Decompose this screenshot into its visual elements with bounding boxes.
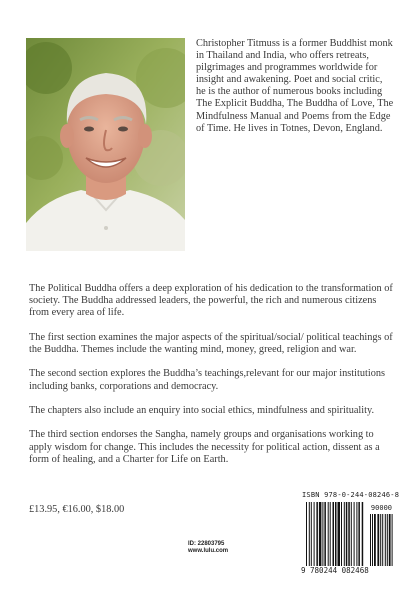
barcode-addon-bar <box>374 514 376 566</box>
barcode-bar <box>316 502 318 566</box>
barcode-bar <box>344 502 345 566</box>
isbn-barcode <box>302 492 398 574</box>
author-photo <box>26 38 185 251</box>
barcode-bar <box>362 502 364 566</box>
isbn-number: ISBN 978-0-244-08246-8 <box>302 491 400 499</box>
barcode-bar <box>335 502 337 566</box>
barcode-bar <box>338 502 341 566</box>
barcode-bar <box>311 502 312 566</box>
publisher-url: www.lulu.com <box>188 548 229 554</box>
description-paragraph: The first section examines the major aspects of the spiritual/social/ political teachings of the Buddha. Themes include the wanting mind, money, greed, religion and war. <box>29 331 393 355</box>
barcode-bar <box>356 502 357 566</box>
barcode-bar <box>348 502 350 566</box>
barcode-bar <box>324 502 326 566</box>
barcode-bar <box>319 502 322 566</box>
barcode-addon-bar <box>372 514 373 566</box>
barcode-bar <box>358 502 360 566</box>
barcode-bar <box>341 502 342 566</box>
barcode-addon-text: 90000 <box>370 504 392 512</box>
barcode-bar <box>351 502 352 566</box>
barcode-addon-bar <box>389 514 391 566</box>
price-list: £13.95, €16.00, $18.00 <box>29 504 125 515</box>
barcode-addon-bar <box>380 514 381 566</box>
barcode-addon-bar <box>370 514 371 566</box>
barcode-bar <box>333 502 335 566</box>
barcode-addon-bar <box>382 514 383 566</box>
barcode-bar <box>346 502 348 566</box>
description-paragraph: The chapters also include an enquiry into social ethics, mindfulness and spirituality. <box>29 404 375 416</box>
barcode-graphic <box>302 492 398 574</box>
barcode-bar <box>322 502 323 566</box>
barcode-bar <box>306 502 307 566</box>
barcode-addon-bar <box>387 514 388 566</box>
barcode-bar <box>328 502 329 566</box>
author-bio: Christopher Titmuss is a former Buddhist monk in Thailand and India, who offers retreats, pilgrimages and programmes worldwide for insight and awakening. Poet and social critic, he is the author of numerous books including The Explicit Buddha, The Buddha of Love, The Mindfulness Manual and Poems from the Edge of Time. He lives in Totnes, Devon, England. <box>196 38 394 134</box>
barcode-bar <box>309 502 310 566</box>
description-paragraph: The Political Buddha offers a deep exploration of his dedication to the transformation of society. The Buddha addressed leaders, the powerful, the rich and numerous citizens from every area of life. <box>29 283 393 319</box>
description-paragraph: The second section explores the Buddha’s teachings,relevant for our major institutions including banks, corporations and democracy. <box>29 368 386 392</box>
barcode-bar <box>354 502 355 566</box>
barcode-addon-bar <box>392 514 393 566</box>
barcode-bar <box>330 502 331 566</box>
description-paragraph: The third section endorses the Sangha, namely groups and organisations working to apply wisdom for change. This includes the necessity for political action, dissent as a form of healing, and a Charter for Life on Earth. <box>29 429 380 465</box>
barcode-digits: 9 780244 082468 <box>301 566 369 575</box>
barcode-addon-bar <box>377 514 379 566</box>
publisher-info <box>188 541 258 555</box>
barcode-bar <box>314 502 315 566</box>
publisher-id: ID: 22803795 <box>188 541 225 547</box>
barcode-addon-bar <box>385 514 386 566</box>
book-description <box>29 283 395 478</box>
